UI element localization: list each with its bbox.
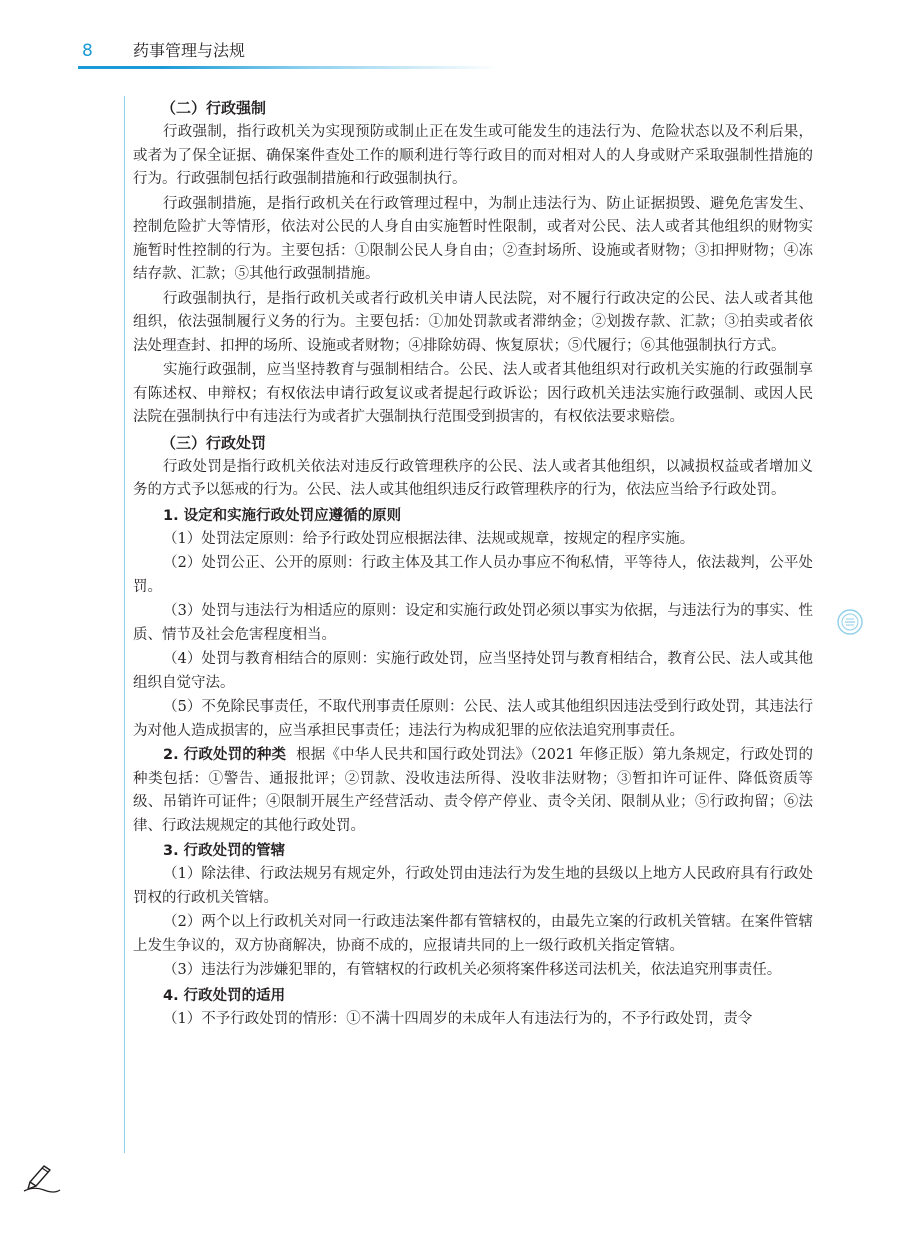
pen-icon [22, 1160, 62, 1194]
section-heading-administrative-penalty: （三）行政处罚 [161, 433, 267, 452]
side-seal-icon [836, 608, 864, 636]
list-item: （1）除法律、行政法规另有规定外，行政处罚由违法行为发生地的县级以上地方人民政府具有行政处罚权的行政机关管辖。 [133, 866, 813, 906]
paragraph-penalty-types [133, 744, 813, 838]
list-item: （3）处罚与违法行为相适应的原则：设定和实施行政处罚必须以事实为依据，与违法行为的事实、性质、情节及社会危害程度相当。 [133, 603, 813, 643]
page-body [133, 96, 813, 1032]
header-rule [78, 66, 498, 69]
list-item: （2）处罚公正、公开的原则：行政主体及其工作人员办事应不徇私情，平等待人，依法裁判，公平处罚。 [133, 555, 813, 595]
page-number: 8 [82, 41, 93, 61]
penalty-types-text: 根据《中华人民共和国行政处罚法》（2021 年修正版）第九条规定，行政处罚的种类包括：①警告、通报批评；②罚款、没收违法所得、没收非法财物；③暂扣许可证件、降低资质等级、吊销许可证件；④限制开展生产经营活动、责令停产停业、责令关闭、限制从业；⑤行政拘留；⑥法律、行政法规规定的其他行政处罚。 [133, 747, 813, 834]
paragraph: 实施行政强制，应当坚持教育与强制相结合。公民、法人或者其他组织对行政机关实施的行政强制享有陈述权、申辩权；有权依法申请行政复议或者提起行政诉讼；因行政机关违法实施行政强制、或因人民法院在强制执行中有违法行为或者扩大强制执行范围受到损害的，有权依法要求赔偿。 [133, 362, 813, 425]
paragraph: 行政强制措施，是指行政机关在行政管理过程中，为制止违法行为、防止证据损毁、避免危害发生、控制危险扩大等情形，依法对公民的人身自由实施暂时性限制，或者对公民、法人或者其他组织的财物实施暂时性控制的行为。主要包括：①限制公民人身自由；②查封场所、设施或者财物；③扣押财物；④冻结存款、汇款；⑤其他行政强制措施。 [133, 195, 813, 282]
page-header [0, 0, 900, 70]
list-item: （1）不予行政处罚的情形：①不满十四周岁的未成年人有违法行为的，不予行政处罚，责令 [163, 1010, 753, 1027]
margin-rule [124, 96, 125, 1153]
running-title: 药事管理与法规 [133, 41, 246, 60]
paragraph: 行政强制，指行政机关为实现预防或制止正在发生或可能发生的违法行为、危险状态以及不利后果，或者为了保全证据、确保案件查处工作的顺利进行等行政目的而对相对人的人身或财产采取强制性措施的行为。行政强制包括行政强制措施和行政强制执行。 [133, 124, 813, 187]
subheading-principles: 1. 设定和实施行政处罚应遵循的原则 [163, 507, 402, 524]
subheading-penalty-types: 2. 行政处罚的种类 [163, 747, 287, 763]
section-heading-administrative-coercion: （二）行政强制 [161, 99, 267, 117]
list-item: （3）违法行为涉嫌犯罪的，有管辖权的行政机关必须将案件移送司法机关，依法追究刑事责任。 [163, 962, 782, 978]
list-item: （5）不免除民事责任，不取代刑事责任原则：公民、法人或其他组织因违法受到行政处罚，其违法行为对他人造成损害的，应当承担民事责任；违法行为构成犯罪的应依法追究刑事责任。 [133, 699, 813, 739]
list-item: （2）两个以上行政机关对同一行政违法案件都有管辖权的，由最先立案的行政机关管辖。在案件管辖上发生争议的，双方协商解决，协商不成的，应报请共同的上一级行政机关指定管辖。 [133, 914, 813, 954]
paragraph: 行政处罚是指行政机关依法对违反行政管理秩序的公民、法人或者其他组织，以减损权益或者增加义务的方式予以惩戒的行为。公民、法人或其他组织违反行政管理秩序的行为，依法应当给予行政处罚。 [133, 458, 813, 498]
list-item: （4）处罚与教育相结合的原则：实施行政处罚，应当坚持处罚与教育相结合，教育公民、法人或其他组织自觉守法。 [133, 651, 813, 691]
list-item: （1）处罚法定原则：给予行政处罚应根据法律、法规或规章，按规定的程序实施。 [163, 530, 695, 547]
subheading-application: 4. 行政处罚的适用 [163, 987, 286, 1004]
subheading-jurisdiction: 3. 行政处罚的管辖 [163, 843, 286, 859]
paragraph: 行政强制执行，是指行政机关或者行政机关申请人民法院，对不履行行政决定的公民、法人或者其他组织，依法强制履行义务的行为。主要包括：①加处罚款或者滞纳金；②划拨存款、汇款；③拍卖或者依法处理查封、扣押的场所、设施或者财物；④排除妨碍、恢复原状；⑤代履行；⑥其他强制执行方式。 [133, 290, 813, 354]
